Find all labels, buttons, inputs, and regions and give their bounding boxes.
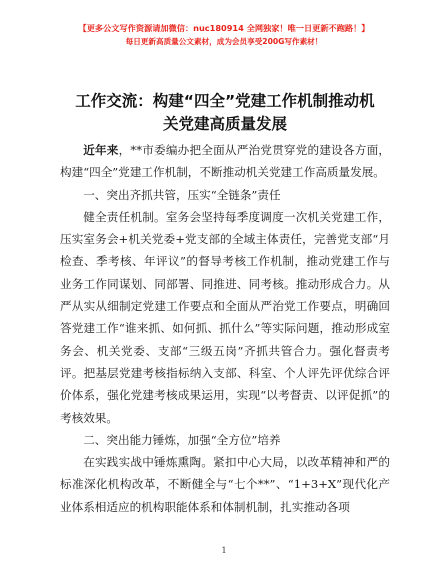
- document-title: [60, 90, 390, 136]
- intro-paragraph: [60, 139, 390, 184]
- intro-text: ，**市委编办把全面从严治党贯穿党的建设各方面，构建“四全”党建工作机制，不断推动机关党建工作高质量发展。: [60, 143, 390, 180]
- promo-line-1: 【更多公文写作资源请加微信：nuc180914 全网独家！唯一日更新不跑路！】: [78, 23, 370, 33]
- section-paragraph-2: 在实践实战中锤炼熏陶。紧扣中心大局，以改革精神和严的标准深化机构改革，不断健全与“七个**”、“1+3+X”现代化产业体系相适应的机构职能体系和体制机制，扎实推动各项: [60, 455, 390, 514]
- section-heading-2: 二、突出能力锤炼，加强“全方位”培养: [83, 432, 281, 447]
- title-line-1: 工作交流：构建“四全”党建工作机制推动机: [75, 92, 375, 110]
- intro-lead: 近年来: [83, 143, 119, 157]
- section-paragraph-1: 健全责任机制。室务会坚持每季度调度一次机关党建工作，压实室务会+机关党委+党支部的全域主体责任，完善党支部“月检查、季考核、年评议”的督导考核工作机制，推动党建工作与业务工作同谋划、同部署、同推进、同考核。推动形成合力。从严从实从细制定党建工作要点和全面从严治党工作要点，明确回答党建工作“谁来抓、如何抓、抓什么”等实际问题，推动形成室务会、机关党委、支部“三级五岗”齐抓共管合力。强化督责考评。把基层党建考核指标纳入支部、科室、个人评先评优综合评价体系，强化党建考核成果运用，实现“以考督责、以评促抓”的考核效果。: [60, 209, 390, 425]
- section-heading-1: 一、突出齐抓共管，压实“全链条”责任: [83, 187, 281, 202]
- promo-line-2: 每日更新高质量公文素材，成为会员享受200G写作素材！: [125, 37, 323, 46]
- document-body: [60, 139, 390, 518]
- title-line-2: 关党建高质量发展: [162, 115, 287, 133]
- promo-banner: [0, 22, 448, 48]
- page-number: 1: [221, 546, 227, 555]
